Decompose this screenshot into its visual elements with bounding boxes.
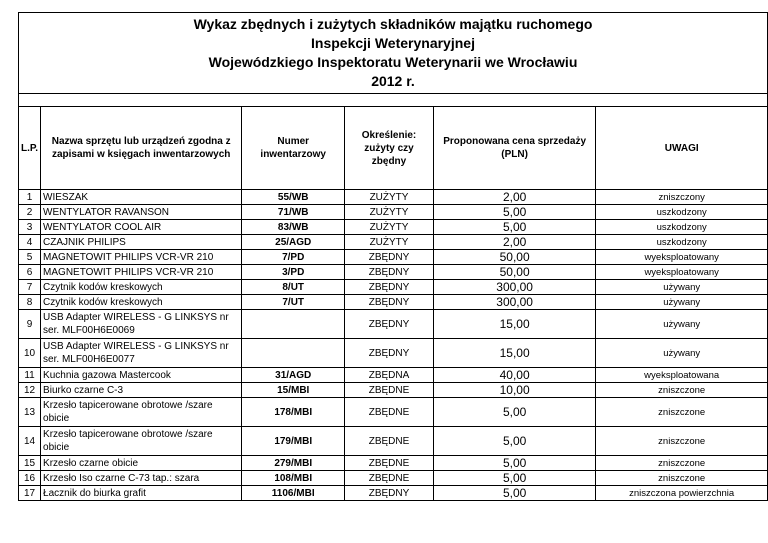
cell-lp: 6 bbox=[19, 265, 41, 280]
header-status: Określenie: zużyty czy zbędny bbox=[345, 107, 434, 190]
spacer-row bbox=[19, 94, 768, 107]
table-row bbox=[19, 368, 768, 383]
cell-inventory-number: 1106/MBI bbox=[242, 486, 345, 501]
title-line-4: 2012 r. bbox=[371, 73, 415, 89]
header-name: Nazwa sprzętu lub urządzeń zgodna z zapisami w księgach inwentarzowych bbox=[41, 107, 242, 190]
table-row bbox=[19, 383, 768, 398]
cell-name: Kuchnia gazowa Mastercook bbox=[41, 368, 242, 383]
cell-note: zniszczone bbox=[596, 383, 768, 398]
cell-status: ZBĘDNY bbox=[345, 265, 434, 280]
cell-lp: 14 bbox=[19, 427, 41, 456]
cell-price: 300,00 bbox=[433, 280, 595, 295]
cell-inventory-number bbox=[242, 310, 345, 339]
cell-name: USB Adapter WIRELESS - G LINKSYS nr ser. MLF00H6E0069 bbox=[41, 310, 242, 339]
table-row bbox=[19, 398, 768, 427]
cell-name: Krzesło tapicerowane obrotowe /szare obicie bbox=[41, 398, 242, 427]
cell-note: uszkodzony bbox=[596, 220, 768, 235]
cell-name: WENTYLATOR RAVANSON bbox=[41, 205, 242, 220]
cell-status: ZBĘDNY bbox=[345, 310, 434, 339]
cell-note: wyeksploatowany bbox=[596, 250, 768, 265]
cell-status: ZBĘDNA bbox=[345, 368, 434, 383]
cell-inventory-number: 83/WB bbox=[242, 220, 345, 235]
cell-lp: 13 bbox=[19, 398, 41, 427]
cell-price: 15,00 bbox=[433, 310, 595, 339]
cell-name: WIESZAK bbox=[41, 190, 242, 205]
table-row bbox=[19, 486, 768, 501]
table-row bbox=[19, 205, 768, 220]
cell-note: używany bbox=[596, 280, 768, 295]
cell-inventory-number: 31/AGD bbox=[242, 368, 345, 383]
cell-note: zniszczone bbox=[596, 398, 768, 427]
table-row bbox=[19, 471, 768, 486]
cell-lp: 8 bbox=[19, 295, 41, 310]
cell-price: 5,00 bbox=[433, 471, 595, 486]
table-row bbox=[19, 280, 768, 295]
cell-inventory-number: 7/UT bbox=[242, 295, 345, 310]
cell-status: ZUŻYTY bbox=[345, 205, 434, 220]
cell-status: ZBĘDNE bbox=[345, 383, 434, 398]
cell-lp: 2 bbox=[19, 205, 41, 220]
table-row bbox=[19, 250, 768, 265]
cell-status: ZBĘDNY bbox=[345, 280, 434, 295]
cell-price: 5,00 bbox=[433, 486, 595, 501]
cell-note: wyeksploatowany bbox=[596, 265, 768, 280]
cell-inventory-number: 108/MBI bbox=[242, 471, 345, 486]
cell-price: 5,00 bbox=[433, 456, 595, 471]
header-lp: L.P. bbox=[19, 107, 41, 190]
table-row bbox=[19, 295, 768, 310]
cell-lp: 17 bbox=[19, 486, 41, 501]
cell-name: WENTYLATOR COOL AIR bbox=[41, 220, 242, 235]
cell-price: 5,00 bbox=[433, 427, 595, 456]
title-line-3: Wojewódzkiego Inspektoratu Weterynarii we Wrocławiu bbox=[208, 54, 578, 70]
cell-lp: 11 bbox=[19, 368, 41, 383]
cell-price: 50,00 bbox=[433, 250, 595, 265]
cell-note: używany bbox=[596, 310, 768, 339]
cell-status: ZBĘDNY bbox=[345, 250, 434, 265]
cell-price: 15,00 bbox=[433, 339, 595, 368]
cell-lp: 16 bbox=[19, 471, 41, 486]
cell-lp: 12 bbox=[19, 383, 41, 398]
cell-name: MAGNETOWIT PHILIPS VCR-VR 210 bbox=[41, 265, 242, 280]
cell-inventory-number: 8/UT bbox=[242, 280, 345, 295]
cell-name: Krzesło czarne obicie bbox=[41, 456, 242, 471]
cell-inventory-number: 279/MBI bbox=[242, 456, 345, 471]
cell-lp: 15 bbox=[19, 456, 41, 471]
table-row bbox=[19, 220, 768, 235]
cell-name: Łacznik do biurka grafit bbox=[41, 486, 242, 501]
table-row bbox=[19, 265, 768, 280]
cell-price: 5,00 bbox=[433, 220, 595, 235]
cell-inventory-number: 15/MBI bbox=[242, 383, 345, 398]
table-row bbox=[19, 310, 768, 339]
cell-note: zniszczona powierzchnia bbox=[596, 486, 768, 501]
cell-lp: 1 bbox=[19, 190, 41, 205]
inventory-table bbox=[18, 12, 768, 501]
cell-status: ZBĘDNY bbox=[345, 486, 434, 501]
cell-name: Czytnik kodów kreskowych bbox=[41, 280, 242, 295]
cell-status: ZBĘDNE bbox=[345, 398, 434, 427]
table-row bbox=[19, 339, 768, 368]
cell-note: zniszczony bbox=[596, 190, 768, 205]
cell-status: ZBĘDNY bbox=[345, 295, 434, 310]
cell-note: zniszczone bbox=[596, 471, 768, 486]
cell-price: 50,00 bbox=[433, 265, 595, 280]
cell-status: ZUŻYTY bbox=[345, 190, 434, 205]
cell-price: 300,00 bbox=[433, 295, 595, 310]
table-row bbox=[19, 190, 768, 205]
cell-inventory-number: 7/PD bbox=[242, 250, 345, 265]
cell-lp: 3 bbox=[19, 220, 41, 235]
cell-name: MAGNETOWIT PHILIPS VCR-VR 210 bbox=[41, 250, 242, 265]
cell-price: 2,00 bbox=[433, 190, 595, 205]
cell-price: 5,00 bbox=[433, 205, 595, 220]
cell-lp: 7 bbox=[19, 280, 41, 295]
cell-name: CZAJNIK PHILIPS bbox=[41, 235, 242, 250]
cell-price: 10,00 bbox=[433, 383, 595, 398]
header-inventory-number: Numer inwentarzowy bbox=[242, 107, 345, 190]
header-price: Proponowana cena sprzedaży (PLN) bbox=[433, 107, 595, 190]
cell-note: używany bbox=[596, 295, 768, 310]
cell-status: ZBĘDNE bbox=[345, 471, 434, 486]
table-row bbox=[19, 456, 768, 471]
cell-price: 5,00 bbox=[433, 398, 595, 427]
cell-inventory-number: 71/WB bbox=[242, 205, 345, 220]
cell-inventory-number: 55/WB bbox=[242, 190, 345, 205]
cell-status: ZUŻYTY bbox=[345, 220, 434, 235]
title-line-2: Inspekcji Weterynaryjnej bbox=[311, 35, 475, 51]
cell-status: ZUŻYTY bbox=[345, 235, 434, 250]
cell-name: Krzesło tapicerowane obrotowe /szare obicie bbox=[41, 427, 242, 456]
cell-inventory-number: 179/MBI bbox=[242, 427, 345, 456]
cell-lp: 4 bbox=[19, 235, 41, 250]
header-row bbox=[19, 107, 768, 190]
cell-name: Krzesło Iso czarne C-73 tap.: szara bbox=[41, 471, 242, 486]
cell-lp: 5 bbox=[19, 250, 41, 265]
cell-name: Czytnik kodów kreskowych bbox=[41, 295, 242, 310]
cell-note: zniszczone bbox=[596, 456, 768, 471]
cell-note: uszkodzony bbox=[596, 205, 768, 220]
cell-inventory-number: 178/MBI bbox=[242, 398, 345, 427]
cell-lp: 9 bbox=[19, 310, 41, 339]
cell-price: 2,00 bbox=[433, 235, 595, 250]
table-row bbox=[19, 427, 768, 456]
cell-inventory-number bbox=[242, 339, 345, 368]
cell-lp: 10 bbox=[19, 339, 41, 368]
cell-name: Biurko czarne C-3 bbox=[41, 383, 242, 398]
title-line-1: Wykaz zbędnych i zużytych składników majątku ruchomego bbox=[193, 16, 593, 32]
cell-note: uszkodzony bbox=[596, 235, 768, 250]
cell-status: ZBĘDNE bbox=[345, 427, 434, 456]
cell-inventory-number: 25/AGD bbox=[242, 235, 345, 250]
cell-note: zniszczone bbox=[596, 427, 768, 456]
cell-name: USB Adapter WIRELESS - G LINKSYS nr ser. MLF00H6E0077 bbox=[41, 339, 242, 368]
cell-status: ZBĘDNY bbox=[345, 339, 434, 368]
cell-note: wyeksploatowana bbox=[596, 368, 768, 383]
header-notes: UWAGI bbox=[596, 107, 768, 190]
document-title bbox=[19, 13, 768, 94]
cell-inventory-number: 3/PD bbox=[242, 265, 345, 280]
cell-price: 40,00 bbox=[433, 368, 595, 383]
cell-note: używany bbox=[596, 339, 768, 368]
cell-status: ZBĘDNE bbox=[345, 456, 434, 471]
table-row bbox=[19, 235, 768, 250]
